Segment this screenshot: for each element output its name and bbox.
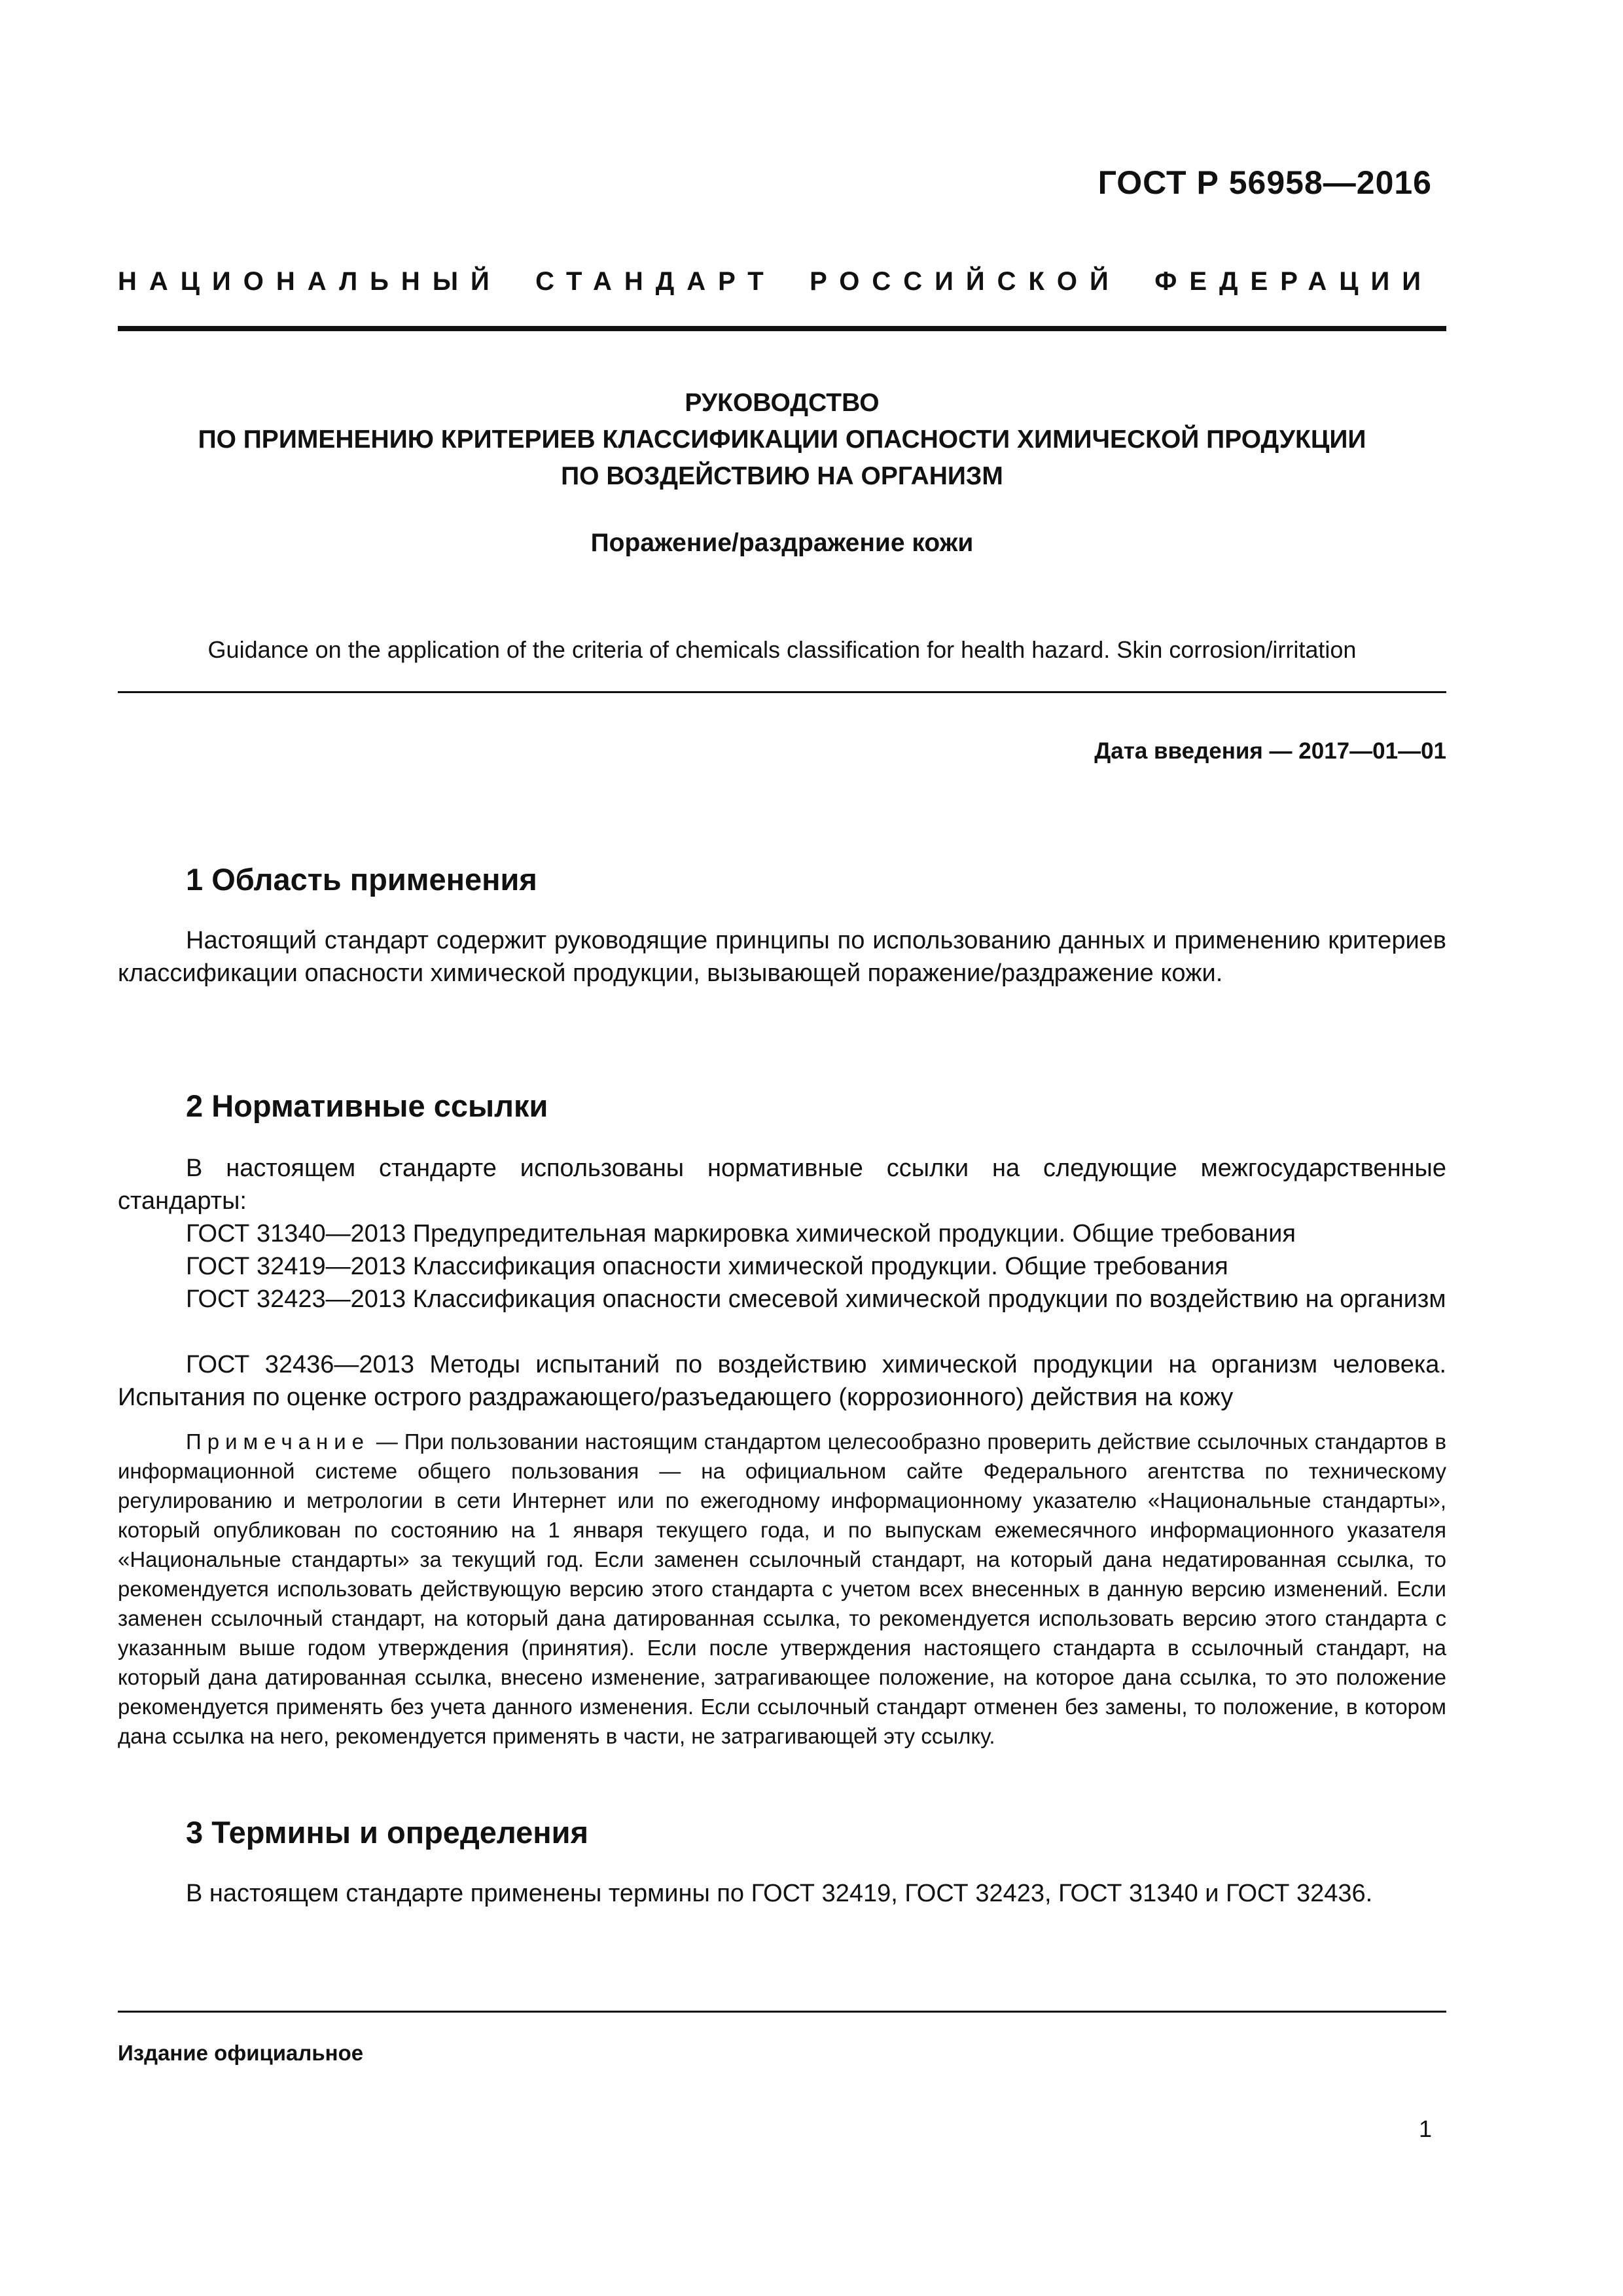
- english-title: Guidance on the application of the criteria of chemicals classification for health hazard. Skin corrosion/irritation: [207, 636, 1357, 663]
- section-paragraph: В настоящем стандарте применены термины по ГОСТ 32419, ГОСТ 32423, ГОСТ 31340 и ГОСТ 32436.: [186, 1880, 1373, 1907]
- page-number: 1: [1418, 2115, 1432, 2142]
- national-title-word: НАЦИОНАЛЬНЫЙ: [118, 267, 502, 296]
- reference-note: [118, 1427, 1446, 1751]
- national-title-word: РОССИЙСКОЙ: [810, 267, 1121, 296]
- section-heading: 1 Область применения: [186, 862, 537, 897]
- section-paragraph: В настоящем стандарте использованы нормативные ссылки на следующие межгосударственные стандарты:: [118, 1155, 1446, 1215]
- note-label: Примечание: [186, 1429, 370, 1454]
- title-line: ПО ВОЗДЕЙСТВИЮ НА ОРГАНИЗМ: [561, 462, 1003, 490]
- normative-reference: ГОСТ 32423—2013 Классификация опасности смесевой химической продукции по воздействию на организм: [186, 1285, 1446, 1313]
- national-title-word: ФЕДЕРАЦИИ: [1154, 267, 1433, 296]
- normative-reference: ГОСТ 32419—2013 Классификация опасности химической продукции. Общие требования: [186, 1253, 1228, 1280]
- document-title: [118, 385, 1446, 495]
- document-subtitle: Поражение/раздражение кожи: [590, 529, 974, 557]
- document-code: ГОСТ Р 56958—2016: [1097, 164, 1432, 201]
- title-line: РУКОВОДСТВО: [685, 389, 880, 417]
- header-divider: [118, 326, 1446, 331]
- section-heading: 2 Нормативные ссылки: [186, 1088, 548, 1123]
- note-text: — При пользовании настоящим стандартом целесообразно проверить действие ссылочных стандартов в информационной системе общего пользования — на официальном сайте Федерального агентства по техническому регулированию и метрологии в сети Интернет или по ежегодному информационному указателю «Национальные стандарты», который опубликован по состоянию на 1 января текущего года, и по выпускам ежемесячного информационного указателя «Национальные стандарты» за текущий год. Если заменен ссылочный стандарт, на который дана недатированная ссылка, то рекомендуется использовать действующую версию этого стандарта с учетом всех внесенных в данную версию изменений. Если заменен ссылочный стандарт, на который дана датированная ссылка, то рекомендуется использовать версию этого стандарта с указанным выше годом утверждения (принятия). Если после утверждения настоящего стандарта в ссылочный стандарт, на который дана датированная ссылка, внесено изменение, затрагивающее положение, на которое дана ссылка, то это положение рекомендуется применять без учета данного изменения. Если ссылочный стандарт отменен без замены, то положение, в котором дана ссылка на него, рекомендуется применять в части, не затрагивающей эту ссылку.: [118, 1429, 1446, 1748]
- title-line: ПО ПРИМЕНЕНИЮ КРИТЕРИЕВ КЛАССИФИКАЦИИ ОПАСНОСТИ ХИМИЧЕСКОЙ ПРОДУКЦИИ: [198, 425, 1366, 454]
- national-title-word: СТАНДАРТ: [535, 267, 776, 296]
- normative-reference: ГОСТ 31340—2013 Предупредительная маркировка химической продукции. Общие требования: [186, 1220, 1296, 1247]
- footer-divider: [118, 2011, 1446, 2013]
- section-heading: 3 Термины и определения: [186, 1815, 588, 1850]
- national-standard-title: [118, 267, 1433, 296]
- introduction-date: Дата введения — 2017—01—01: [1094, 738, 1446, 764]
- title-divider: [118, 691, 1446, 693]
- normative-reference: ГОСТ 32436—2013 Методы испытаний по воздействию химической продукции на организм человека. Испытания по оценке острого раздражающего/разъедающего (коррозионного) действия на кожу: [118, 1351, 1446, 1411]
- edition-label: Издание официальное: [118, 2041, 364, 2065]
- section-paragraph: Настоящий стандарт содержит руководящие принципы по использованию данных и применению критериев классификации опасности химической продукции, вызывающей поражение/раздражение кожи.: [118, 927, 1446, 987]
